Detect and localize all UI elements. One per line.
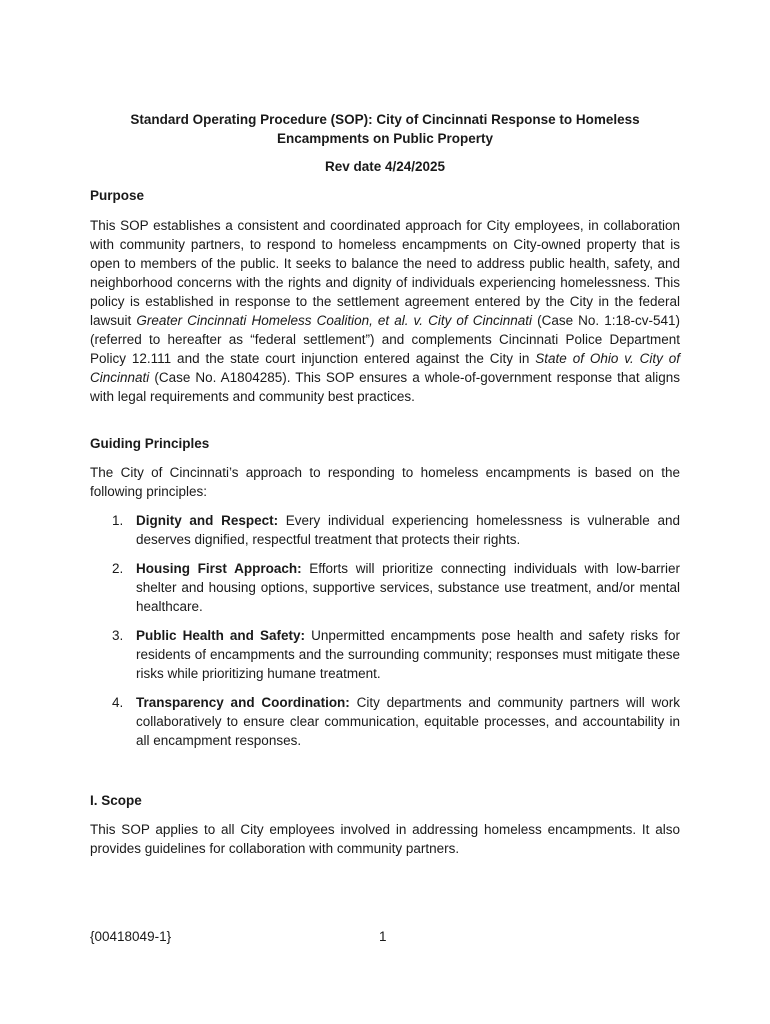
revision-date: Rev date 4/24/2025: [324, 159, 446, 174]
list-item-label: Housing First Approach:: [136, 561, 302, 576]
list-item-label: Transparency and Coordination:: [136, 695, 350, 710]
list-item-text: Every individual experiencing homelessness is vulnerable and deserves dignified, respectful treatment that protects their rights.: [136, 513, 680, 547]
list-item: [90, 559, 680, 616]
purpose-heading: Purpose: [90, 188, 145, 203]
purpose-case-2: State of Ohio v. City of Cincinnati: [90, 351, 680, 385]
list-item-label: Dignity and Respect:: [136, 513, 279, 528]
list-item-number: 2.: [112, 561, 124, 576]
document-code: {00418049-1}: [90, 929, 172, 944]
principles-list: [90, 511, 680, 760]
purpose-text-1: This SOP establishes a consistent and coordinated approach for City employees, in collaboration with community partners, to respond to homeless encampments on City-owned property that is open to members of the public. It seeks to balance the need to address public health, safety, and neighborhood concerns with the rights and dignity of individuals experiencing homelessness. This policy is established in response to the settlement agreement entered by the City in the federal lawsuit: [90, 218, 680, 328]
list-item-text: Unpermitted encampments pose health and safety risks for residents of encampments and the surrounding community; responses must mitigate these risks while prioritizing humane treatment.: [136, 628, 680, 681]
list-item-number: 4.: [112, 695, 124, 710]
page-number: 1: [379, 929, 387, 944]
purpose-text-2: (Case No. 1:18-cv-541) (referred to hereafter as “federal settlement”) and complements Cincinnati Police Department Policy 12.111 and the state court injunction entered against the City in: [90, 313, 680, 366]
list-item: [90, 693, 680, 750]
guiding-principles-heading: Guiding Principles: [90, 436, 210, 451]
scope-paragraph: This SOP applies to all City employees involved in addressing homeless encampments. It also provides guidelines for collaboration with community partners.: [90, 822, 680, 856]
list-item-label: Public Health and Safety:: [136, 628, 305, 643]
list-item-number: 3.: [112, 628, 124, 643]
list-item-text: Efforts will prioritize connecting individuals with low-barrier shelter and housing options, supportive services, substance use treatment, and/or mental healthcare.: [136, 561, 680, 614]
list-item-number: 1.: [112, 513, 124, 528]
list-item-text: City departments and community partners will work collaboratively to ensure clear communication, equitable processes, and accountability in all encampment responses.: [136, 695, 681, 748]
document-title: Standard Operating Procedure (SOP): City of Cincinnati Response to Homeless Encampments on Public Property: [130, 112, 640, 146]
list-item: [90, 626, 680, 683]
purpose-case-1: Greater Cincinnati Homeless Coalition, et al. v. City of Cincinnati: [136, 313, 533, 328]
purpose-text-3: (Case No. A1804285). This SOP ensures a whole-of-government response that aligns with legal requirements and community best practices.: [90, 370, 680, 404]
guiding-principles-intro: The City of Cincinnati’s approach to responding to homeless encampments is based on the following principles:: [90, 465, 680, 499]
purpose-paragraph: [90, 216, 680, 406]
list-item: [90, 511, 680, 549]
scope-heading: I. Scope: [90, 793, 142, 808]
